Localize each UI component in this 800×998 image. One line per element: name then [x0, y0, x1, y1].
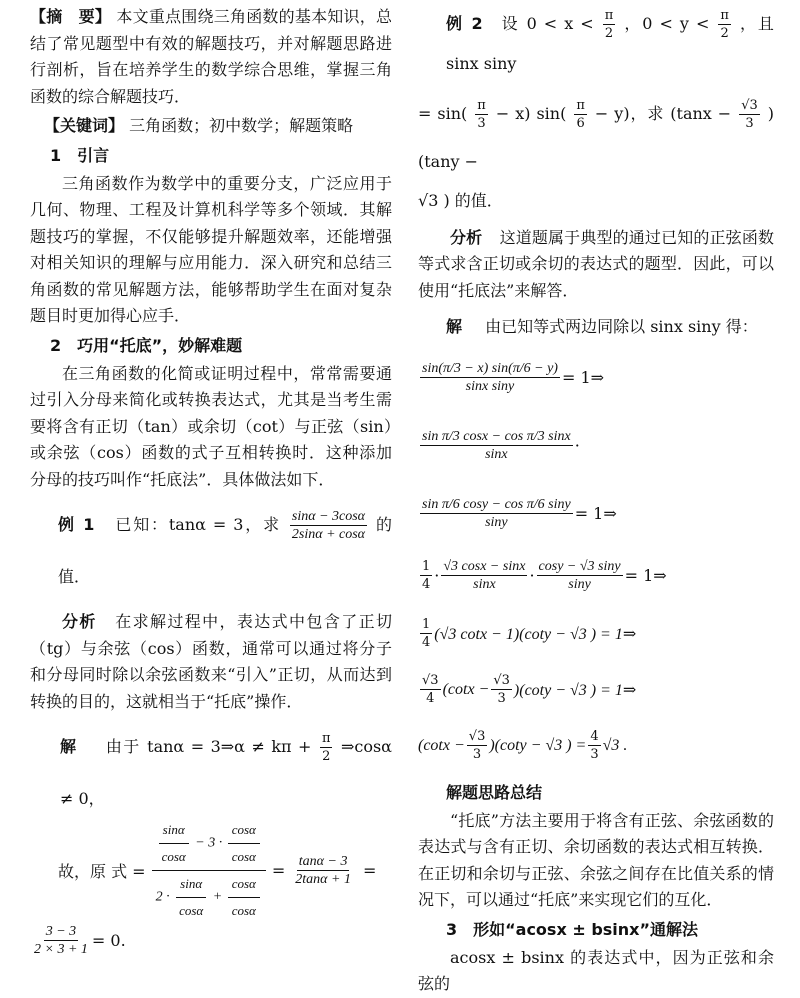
solution-1-suffix: ⇒cosα ≠ 0，	[60, 737, 392, 808]
section-1-title: 1 引言	[50, 145, 110, 165]
example-1-label: 例 1	[58, 515, 95, 534]
example-2-label: 例 2	[446, 14, 483, 33]
example-1-fraction: $\frac{\sin\alpha - 3\cos\alpha}{2\sin\alpha + \cos\alpha}$	[291, 509, 366, 542]
abstract-paragraph	[30, 4, 392, 110]
right-column	[418, 4, 774, 998]
pi-over-2-fraction: $\frac{\pi}{2}$	[321, 731, 331, 764]
step-7: (cotx − $\frac{√3}{3}$ )(coty − √3 ) = $\frac{4}{3}$ √3 .	[418, 729, 628, 762]
step-1: $\frac{\sin(\pi/3 - x) \sin(\pi/6 - y)}{\text{sinx siny}}$ = 1⇒	[422, 361, 605, 394]
step-6: $\frac{√3}{4}$ (cotx − $\frac{√3}{3}$ )(coty − √3 ) = 1⇒	[422, 673, 637, 706]
abstract-label: 【摘 要】	[30, 7, 112, 26]
example-2-line-1: 例 2 设 0 < x < $\frac{\pi}{2}$ ，0 < y < $\frac{\pi}{2}$ ，且 sinx siny	[446, 8, 774, 73]
section-2-text: 在三角函数的化简或证明过程中，常常需要通过引入分母来简化或转换表达式，尤其是当考生需要将含有正切（tan）或余切（cot）与正弦（sin）或余弦（cos）函数的式子互相转换时．这种添加分母的技巧叫作“托底法”．具体做法如下．	[30, 363, 392, 489]
section-3-text: acosx ± bsinx 的表达式中，因为正弦和余弦的	[418, 947, 774, 993]
section-2-title: 2 巧用“托底”，妙解难题	[50, 335, 243, 355]
analysis-2	[418, 225, 774, 305]
example-1	[58, 499, 392, 603]
compound-denominator: 2 · $\frac{\sin\alpha}{\cos\alpha}$ + $\frac{\cos\alpha}{\cos\alpha}$	[152, 871, 266, 922]
abstract-text: 本文重点围绕三角函数的基本知识，总结了常见题型中有效的解题技巧，并对解题思路进行剖析，旨在培养学生的数学综合思维，掌握三角函数的综合解题技巧．	[30, 7, 392, 106]
solution-2-intro: 解 由已知等式两边同除以 sinx siny 得：	[446, 317, 758, 336]
step-5: $\frac{1}{4}$ (√3 cotx − 1)(coty − √3 ) = 1⇒	[422, 617, 637, 650]
solution-1-equation: 故，原 式 = $\frac{\sin\alpha}{\cos\alpha}$ − 3 · $\frac{\cos\alpha}{\cos\alpha}$ 2 · $\frac{\sin\alpha}{\cos\alpha}$ + $\frac{\cos\alpha}{\cos\alpha}$ = $\frac{\tan\alpha - 3}{2\tan\alpha + 1}$ =	[58, 831, 392, 909]
analysis-2-label: 分析	[450, 227, 483, 247]
example-2-line-3: √3 ) 的值．	[418, 191, 503, 210]
tan-fraction: $\frac{\tan\alpha - 3}{2\tan\alpha + 1}$	[295, 853, 351, 887]
step-3: $\frac{\text{sin π/6 cosy − cos π/6 siny}}{\sin y}$ = 1⇒	[422, 497, 617, 530]
step-4: $\frac{1}{4}$ · $\frac{√3 \cos x - \sin x}{\sin x}$ · $\frac{\cos y - √3 \sin y}{\sin y}$ = 1⇒	[422, 559, 667, 592]
summary-title: 解题思路总结	[446, 782, 543, 802]
section-1-text: 三角函数作为数学中的重要分支，广泛应用于几何、物理、工程及计算机科学等多个领域．其解题技巧的掌握，不仅能够提升解题效率，还能增强对相关知识的理解与应用能力．深入研究和总结三角函数的常见解题方法，能够帮助学生在面对复杂题目时更加得心应手．	[30, 173, 392, 325]
analysis-1	[30, 609, 392, 715]
example-2-line-2: = sin( $\frac{\pi}{3}$ − x) sin( $\frac{\pi}{6}$ − y)，求 (tanx − $\frac{√3}{3}$ )(tany −	[418, 98, 775, 171]
section-3-title: 3 形如“acosx ± bsinx”通解法	[446, 919, 699, 939]
analysis-1-text: 在求解过程中，表达式中包含了正切（tg）与余弦（cos）函数，通常可以通过将分子和分母同时除以余弦函数来“引入”正切，从而达到转换的目的，这就相当于“托底”操作．	[30, 612, 392, 711]
example-1-tail: 的值．	[58, 515, 392, 586]
analysis-1-label: 分析	[62, 612, 97, 631]
final-fraction: $\frac{3 - 3}{2 \times 3 + 1}$	[34, 924, 88, 957]
example-1-text: 已知：tanα = 3，求	[115, 515, 281, 534]
final-tail: = 0.	[91, 931, 126, 950]
keywords-text: 三角函数；初中数学；解题策略	[129, 116, 354, 135]
compound-numerator: $\frac{\sin\alpha}{\cos\alpha}$ − 3 · $\frac{\cos\alpha}{\cos\alpha}$	[152, 819, 266, 871]
keywords-paragraph	[30, 113, 392, 140]
compound-fraction	[152, 819, 266, 922]
solution-2-label: 解	[446, 317, 463, 336]
solution-1-label: 解	[60, 737, 78, 756]
left-column	[30, 4, 392, 958]
solution-1-prefix: 由于 tanα = 3⇒α ≠ kπ +	[105, 737, 312, 756]
keywords-label: 【关键词】	[44, 116, 125, 135]
gu-label: 故，原 式 =	[58, 861, 146, 881]
summary-text: “托底”方法主要用于将含有正弦、余弦函数的表达式与含有正切、余切函数的表达式相互转换．在正切和余切与正弦、余弦之间存在比值关系的情况下，可以通过“托底”来实现它们的互化．	[418, 810, 774, 909]
analysis-2-text: 这道题属于典型的通过已知的正弦函数等式求含正切或余切的表达式的题型．因此，可以使用“托底法”来解答．	[418, 227, 774, 300]
solution-1-line	[60, 721, 392, 825]
step-2: $\frac{\text{sin π/3 cosx − cos π/3 sinx}}{\sin x}$ ·	[422, 429, 580, 462]
solution-1-final	[30, 923, 392, 958]
